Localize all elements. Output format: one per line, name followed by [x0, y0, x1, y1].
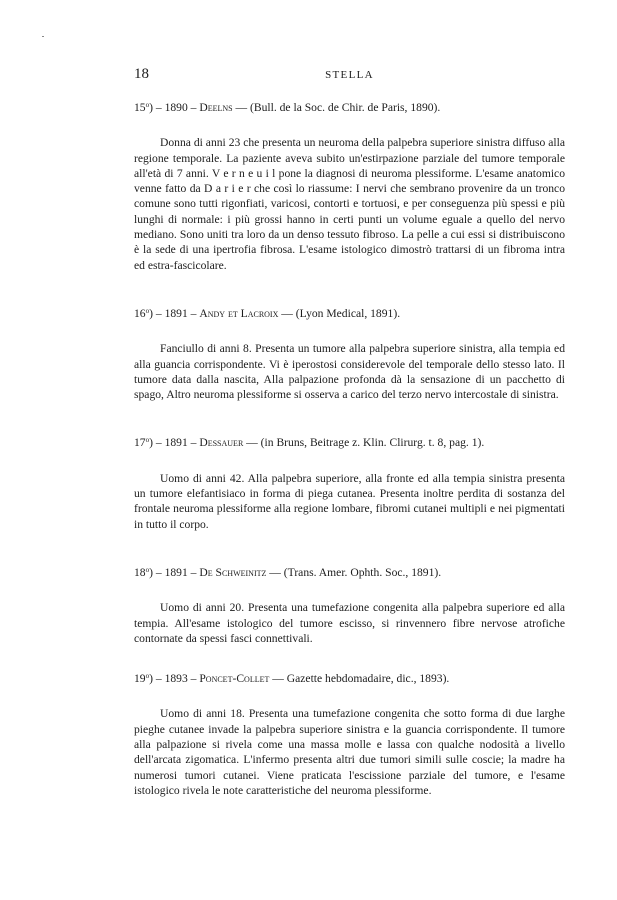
case-year: 1890: [164, 101, 188, 114]
ordinal-mark: o: [145, 672, 150, 681]
case-source: Gazette hebdomadaire, dic., 1893).: [286, 672, 450, 686]
case-description-18: Uomo di anni 20. Presenta una tumefazione congenita alla palpebra superiore ed alla tempia. All'esame istologico del tumore escisso, si rinvennero fibre nervose atrofiche contornate da spessi fasci connettivali.: [134, 601, 565, 645]
case-source: (Lyon Medical, 1891).: [295, 306, 401, 320]
case-author: Deelns: [199, 101, 233, 114]
case-year: 1891: [164, 306, 188, 320]
ordinal-mark: o: [145, 436, 150, 445]
case-source: (Trans. Amer. Ophth. Soc., 1891).: [283, 565, 442, 579]
case-year: 1893: [164, 672, 188, 686]
case-heading-15: 15$^o$) – 1890 – Deelns — (Bull. de la Soc. de Chir. de Paris, 1890).: [134, 101, 441, 114]
case-number: 19: [134, 672, 146, 686]
case-author: Dessauer: [199, 436, 244, 450]
scan-speck: [42, 36, 44, 37]
case-author: Poncet-Collet: [199, 672, 270, 686]
case-heading-19: 19$^o$) – 1893 – Poncet-Collet — Gazette hebdomadaire, dic., 1893).: [134, 672, 450, 686]
page-body: [134, 98, 565, 798]
running-head: STELLA: [325, 69, 374, 81]
page-header: [134, 66, 565, 86]
ordinal-mark: o: [145, 101, 150, 109]
case-year: 1891: [164, 436, 188, 450]
page-number: 18: [134, 66, 149, 82]
case-year: 1891: [164, 565, 188, 579]
case-description-16: Fanciullo di anni 8. Presenta un tumore alla palpebra superiore sinistra, alla tempia ed alla guancia corrispondente. Vi è iperostosi considerevole del temporale dello stesso lato. Il tumore data dalla nascita, Alla palpazione profonda dà la sensazione di un pacchetto di spago, Altro neuroma plessiforme si osserva a carico del terzo nervo intercostale di sinistra.: [134, 342, 565, 402]
case-author: De Schweinitz: [199, 565, 267, 579]
case-description-19: Uomo di anni 18. Presenta una tumefazione congenita che sotto forma di due larghe pieghe cutanee invade la palpebra superiore sinistra e la guancia corrispondente. Il tumore alla palpazione si rivela come una massa molle e lassa con qualche nodosità a livello dell'arcata zigomatica. L'infermo presenta altri due tumori simili sulle coscie; la madre ha numerosi tumori cutanei. Viene praticata l'escissione parziale del tumore, e l'esame istologico rivela le note caratteristiche del neuroma plessiforme.: [134, 707, 565, 797]
case-number: 17: [134, 436, 146, 450]
case-heading-16: 16$^o$) – 1891 – Andy et Lacroix — (Lyon Medical, 1891).: [134, 306, 401, 320]
case-description-15: Donna di anni 23 che presenta un neuroma della palpebra superiore sinistra diffuso alla regione temporale. La paziente aveva subito un'estirpazione parziale del tumore temporale all'età di 7 anni. V e r n e u i l pone la diagnosi di neuroma plessiforme. L'esame anatomico venne fatto da D a r i e r che così lo riassume: I nervi che sembrano provenire da un tronco comune sono tutti rigonfiati, varicosi, contorti e tortuosi, e per conseguenza più spessi e più lunghi di normale: i più grossi hanno in certi punti un volume eguale a quello del nervo mediano. Sono uniti tra loro da un denso tessuto fibroso. La pelle a cui essi si distribuiscono è la sede di una ipertrofia fibrosa. L'esame istologico dimostrò trattarsi di un fibroma intra ed estra-fascicolare.: [134, 136, 565, 272]
case-author: Andy et Lacroix: [199, 306, 279, 320]
case-source: (Bull. de la Soc. de Chir. de Paris, 1890).: [250, 101, 441, 114]
case-heading-18: 18$^o$) – 1891 – De Schweinitz — (Trans. Amer. Ophth. Soc., 1891).: [134, 565, 442, 579]
case-number: 16: [134, 306, 146, 320]
case-number: 15: [134, 101, 146, 114]
ordinal-mark: o: [145, 565, 150, 574]
case-heading-17: 17$^o$) – 1891 – Dessauer — (in Bruns, Beitrage z. Klin. Clirurg. t. 8, pag. 1).: [134, 436, 485, 450]
case-number: 18: [134, 565, 146, 579]
case-source: (in Bruns, Beitrage z. Klin. Clirurg. t. 8, pag. 1).: [260, 436, 485, 450]
ordinal-mark: o: [145, 306, 150, 315]
case-description-17: Uomo di anni 42. Alla palpebra superiore, alla fronte ed alla tempia sinistra presenta un tumore elefantisiaco in forma di piega cutanea. Presenta inoltre perdita di sostanza del frontale neuroma plessiforme alla regione lombare, fibromi cutanei multipli e nei pigmentati in tutto il corpo.: [134, 471, 565, 531]
